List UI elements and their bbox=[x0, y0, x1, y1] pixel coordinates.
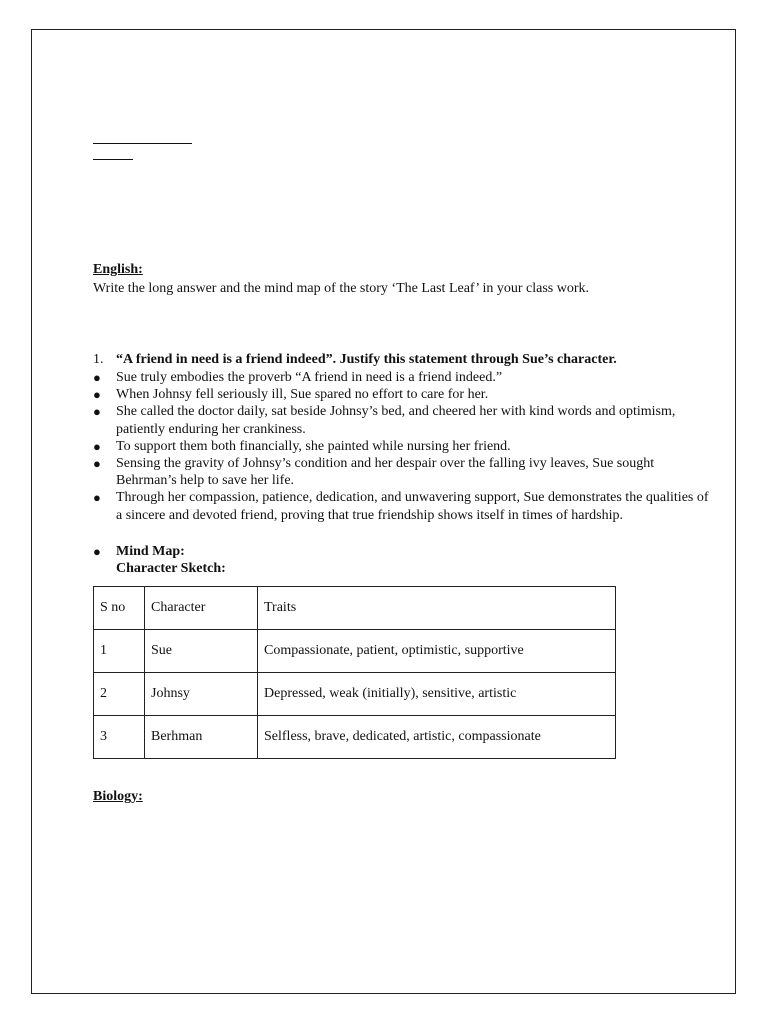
bullet-icon: ● bbox=[93, 544, 101, 559]
header-underline-long bbox=[93, 143, 192, 144]
table-row bbox=[94, 630, 616, 673]
table-cell: Compassionate, patient, optimistic, supportive bbox=[258, 630, 616, 673]
character-sketch-line bbox=[93, 560, 713, 577]
list-item: ● To support them both financially, she painted while nursing her friend. bbox=[93, 438, 511, 454]
bullet-icon: ● bbox=[93, 370, 101, 385]
mind-map-label: Mind Map: bbox=[116, 544, 185, 559]
table-row bbox=[94, 673, 616, 716]
question-number: 1. bbox=[93, 352, 104, 367]
bullet-icon: ● bbox=[93, 438, 101, 454]
table-header-row bbox=[94, 587, 616, 630]
bullet-icon: ● bbox=[93, 490, 101, 506]
list-item: ● When Johnsy fell seriously ill, Sue spared no effort to care for her. bbox=[93, 387, 489, 403]
biology-heading: Biology: bbox=[93, 789, 143, 804]
table-cell: 1 bbox=[94, 630, 145, 673]
character-traits-table bbox=[93, 586, 616, 759]
table-cell: Berhman bbox=[145, 716, 258, 759]
bullet-icon: ● bbox=[93, 404, 101, 420]
bullet-icon: ● bbox=[93, 456, 101, 472]
table-header-cell: S no bbox=[94, 587, 145, 630]
header-underline-short bbox=[93, 159, 133, 160]
table-cell: 2 bbox=[94, 673, 145, 716]
english-instruction: Write the long answer and the mind map of the story ‘The Last Leaf’ in your class work. bbox=[93, 281, 590, 296]
character-sketch-label: Character Sketch: bbox=[116, 561, 226, 576]
table-cell: Johnsy bbox=[145, 673, 258, 716]
answer-list bbox=[93, 369, 713, 524]
list-item: ● Through her compassion, patience, dedication, and unwavering support, Sue demonstrates the qualities of a sincere and devoted friend, proving that true friendship shows itself in times of hardship. bbox=[93, 490, 709, 523]
mind-map-line bbox=[93, 543, 713, 560]
table-cell: 3 bbox=[94, 716, 145, 759]
mind-map-block bbox=[93, 543, 713, 577]
table-header-cell: Traits bbox=[258, 587, 616, 630]
table-cell: Selfless, brave, dedicated, artistic, compassionate bbox=[258, 716, 616, 759]
english-heading: English: bbox=[93, 262, 143, 277]
question-text: “A friend in need is a friend indeed”. Justify this statement through Sue’s character. bbox=[116, 352, 617, 367]
list-item: ● Sensing the gravity of Johnsy’s condition and her despair over the falling ivy leaves, Sue sought Behrman’s help to save her life. bbox=[93, 456, 655, 489]
list-item: ● Sue truly embodies the proverb “A friend in need is a friend indeed.” bbox=[93, 370, 503, 385]
list-item: ● She called the doctor daily, sat beside Johnsy’s bed, and cheered her with kind words and optimism, patiently enduring her crankiness. bbox=[93, 404, 676, 437]
table-cell: Sue bbox=[145, 630, 258, 673]
question-1 bbox=[93, 351, 713, 368]
table-row bbox=[94, 716, 616, 759]
table-cell: Depressed, weak (initially), sensitive, artistic bbox=[258, 673, 616, 716]
bullet-icon: ● bbox=[93, 387, 101, 403]
table-header-cell: Character bbox=[145, 587, 258, 630]
